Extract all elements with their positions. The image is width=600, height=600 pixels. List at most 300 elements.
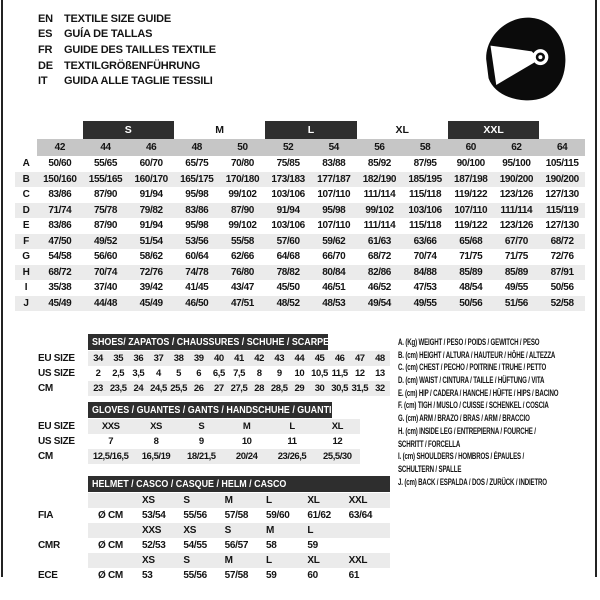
table-header-row [38,476,390,492]
measure-row-label: C [22,189,30,201]
size-value: XS [150,421,162,432]
helmet-value: 52/53 [142,540,166,551]
size-value: 27,5 [230,383,248,394]
helmet-value: 55/56 [183,570,207,581]
size-value: 7 [108,436,114,447]
standard-label: FIA [38,510,54,521]
legend-item-line: SCHULTERN / SPALLE [398,463,462,474]
measure-value: 54/58 [48,251,72,263]
size-value: 30,5 [331,383,348,394]
measure-value: 87/90 [93,220,117,232]
helmet-values [88,508,390,523]
measure-row [15,218,585,234]
measure-value: 91/94 [265,203,311,219]
helmet-value: 59 [307,540,318,551]
measure-value: 99/102 [357,203,403,219]
helmet-value: 59/60 [265,510,290,521]
measure-value: 59/62 [311,234,357,250]
row-label-spacer [38,523,88,538]
measure-value: 190/200 [539,172,585,188]
helmet-size-label: XXS [142,525,162,536]
size-value: 36 [133,353,144,364]
size-band-cell: XXL [448,121,539,139]
size-value: 25,5/30 [323,451,352,462]
measure-row-label: H [15,265,37,281]
size-value: 34 [93,353,103,364]
helmet-size-label: M [265,525,275,536]
legend-item-line: I. (cm) SHOULDERS / HOMBROS / ÉPAULES / [398,451,525,462]
size-number: 46 [128,139,174,156]
measure-value: 83/86 [174,203,220,219]
legend-item-line: SCHRITT / FORCELLA [398,438,461,449]
measure-value: 64/68 [276,251,300,263]
size-value: 16,5/19 [141,451,171,462]
measure-value: 87/95 [413,158,437,170]
language-title: GUÍA DE TALLAS [64,28,153,41]
size-value: 12,5/16,5 [92,451,129,462]
language-code: ES [38,28,53,41]
measure-value: 84/88 [402,265,448,281]
size-value: 3,5 [132,368,145,379]
measure-value: 50/56 [550,282,574,294]
size-value: 30 [314,383,325,394]
measure-value: 41/45 [185,282,209,294]
size-band-row [15,121,585,139]
measure-value: 71/75 [459,251,483,263]
measure-value: 173/183 [265,172,311,188]
measure-value: 95/98 [185,220,209,232]
row-label: EU SIZE [38,421,75,432]
size-value: 35 [113,353,124,364]
helmet-size-label: XL [307,495,320,506]
helmet-sizes [88,493,390,508]
size-value: 40 [214,353,224,364]
size-band-cell: L [265,121,356,139]
helmet-size-label: XS [183,525,197,536]
diameter-unit: Ø CM [98,510,123,521]
size-value: 46 [334,353,345,364]
row-label-spacer [38,493,88,508]
size-value: M [242,421,251,432]
measure-value: 58/62 [139,251,163,263]
helmet-value: 53/54 [142,510,166,521]
size-value: 7,5 [233,368,245,379]
size-value: 43 [274,353,285,364]
measure-value: 111/114 [494,203,540,219]
measure-value: 107/110 [317,220,351,232]
measure-value: 115/118 [408,189,442,201]
language-row [38,27,216,43]
measure-value: 103/106 [271,220,305,232]
measure-value: 57/60 [265,234,311,250]
measure-value: 45/49 [37,296,83,312]
language-code: DE [38,59,53,72]
helmet-size-label: XS [142,555,155,566]
measure-value: 56/60 [93,251,117,263]
diameter-unit: Ø CM [98,570,123,581]
helmet-value: 61 [348,570,360,581]
helmet-size-label: S [183,495,190,506]
size-number: 54 [311,139,357,156]
legend-item-line: E. (cm) HIP / CADERA / HANCHE / HÜFTE / HIPS / BACINO [398,387,559,398]
measure-row [15,203,585,219]
table-title-text: HELMET / CASCO / CASQUE / HELM / CASCO [92,478,287,490]
language-title: TEXTILE SIZE GUIDE [64,12,172,25]
helmet-value: 53 [142,570,153,581]
helmet-size-label: M [224,495,233,506]
row-label: US SIZE [38,436,75,447]
size-number: 48 [174,139,220,156]
measure-value: 55/58 [220,234,266,250]
legend-item-line: H. (cm) INSIDE LEG / ENTREPIERNA / FOURCHE / [398,425,536,436]
size-number-row [15,139,585,156]
measure-value: 35/38 [48,282,72,294]
size-value: 10,5 [311,368,328,379]
textile-size-table [15,121,585,311]
measure-row [15,234,585,250]
size-value: 6 [196,368,202,379]
measure-value: 79/82 [128,203,174,219]
size-band-cell: XL [395,124,409,136]
table-header-spacer [38,402,88,418]
measure-value: 95/98 [185,189,209,201]
helmet-value: 59 [265,570,277,581]
size-value: 47 [354,353,365,364]
helmet-sizes-row [38,553,390,568]
right-border-line [595,0,597,577]
legend-item-line: A. (Kg) WEIGHT / PESO / POIDS / GEWITCH / PESO [398,337,540,347]
helmet-size-label: XXL [348,555,368,566]
measure-value: 83/86 [48,220,72,232]
standard-label: ECE [38,570,58,581]
legend-item-line: F. (cm) TIGH / MUSLO / CUISSE / SCHENKEL / COSCIA [398,400,549,411]
size-value: 20/24 [235,451,258,462]
size-number: 42 [37,139,83,156]
size-number: 52 [265,139,311,156]
size-band-cell: M [215,124,224,136]
measure-value: 87/90 [93,189,117,201]
measure-row-label: A [22,158,30,170]
measure-value: 62/66 [230,251,254,263]
measure-value: 155/165 [83,172,129,188]
measure-value: 119/122 [454,189,488,201]
row-values [88,419,360,434]
size-value: 31,5 [351,383,369,394]
size-value: 23 [93,383,103,394]
measure-value: 76/80 [220,265,266,281]
racing-helmet-icon [478,12,574,108]
size-value: 11 [287,436,297,447]
helmet-size-table [38,476,390,583]
size-value: 32 [375,383,385,394]
helmet-size-label: L [265,555,272,566]
helmet-size-label: M [224,555,233,566]
measure-value: 46/51 [322,282,346,294]
measure-value: 83/86 [48,189,72,201]
measurement-legend [398,336,596,488]
size-number: 64 [539,139,585,156]
size-value: 23/26,5 [277,451,307,462]
table-title-text: SHOES/ ZAPATOS / CHAUSSURES / SCHUHE / SCARPE [92,336,330,348]
size-value: 41 [234,353,244,364]
helmet-sizes-row [38,523,390,538]
size-band-cell [15,121,37,139]
measure-value: 95/98 [311,203,357,219]
helmet-size-label: L [265,495,272,506]
size-value: L [289,421,295,432]
table-row [38,366,390,381]
measure-value: 47/51 [220,296,266,312]
size-value: 39 [193,353,204,364]
size-value: XL [331,421,343,432]
size-value: 2,5 [112,368,125,379]
size-value: 26 [193,383,204,394]
measure-value: 177/187 [311,172,357,188]
measure-row [15,265,585,281]
measure-value: 49/54 [357,296,403,312]
size-number: 50 [220,139,266,156]
size-value: 18/21,5 [187,451,216,462]
measure-value: 119/122 [454,220,488,232]
helmet-value: 58 [265,540,277,551]
size-number: 44 [83,139,129,156]
measure-value: 127/130 [545,189,579,201]
row-label: US SIZE [38,368,75,379]
row-label: EU SIZE [38,353,75,364]
measure-value: 107/110 [317,189,351,201]
measure-value: 103/106 [271,189,305,201]
table-header-row [38,334,390,350]
size-value: 12 [354,368,365,379]
language-row [38,73,216,89]
helmet-size-label: XXL [348,495,368,506]
measure-value: 50/60 [48,158,72,170]
table-title [88,402,332,418]
measure-value: 82/86 [357,265,403,281]
helmet-size-label: XL [307,555,320,566]
measure-value: 67/70 [494,234,540,250]
measure-value: 185/195 [402,172,448,188]
size-value: 5 [176,368,182,379]
measure-value: 46/52 [367,282,391,294]
measure-value: 70/80 [230,158,254,170]
row-values [88,449,360,464]
measure-value: 99/102 [228,220,257,232]
measure-value: 187/198 [448,172,494,188]
helmet-sizes-row [38,493,390,508]
measure-value: 60/64 [185,251,209,263]
size-value: 24,5 [150,383,167,394]
measure-value: 165/175 [174,172,220,188]
measure-value: 111/114 [363,189,396,201]
gloves-size-table [38,402,360,464]
helmet-sizes [88,523,390,538]
helmet-values-row [38,538,390,553]
measure-value: 91/94 [139,220,163,232]
measure-value: 44/48 [83,296,129,312]
row-values [88,366,390,381]
helmet-value: 57/58 [224,570,249,581]
measure-value: 47/50 [37,234,83,250]
measure-value: 72/76 [128,265,174,281]
table-row [38,351,390,366]
measure-value: 103/106 [402,203,448,219]
measure-value: 43/47 [230,282,254,294]
size-value: 25,5 [170,383,187,394]
size-value: 9 [276,368,282,379]
helmet-value: 57/58 [224,510,249,521]
table-row [38,449,360,464]
row-values [88,434,360,449]
size-value: 13 [375,368,385,379]
measure-value: 111/114 [363,220,396,232]
size-value: S [198,421,205,432]
size-value: 11,5 [331,368,348,379]
measure-value: 65/75 [185,158,209,170]
row-label: CM [38,451,53,462]
measure-value: 68/72 [539,234,585,250]
measure-value: 48/52 [265,296,311,312]
legend-item-line: J. (cm) BACK / ESPALDA / DOS / ZURÜCK / INDIETRO [398,476,547,487]
measure-value: 99/102 [228,189,257,201]
size-value: 12 [332,436,343,447]
measure-value: 160/170 [128,172,174,188]
measure-row-label: G [22,251,30,263]
helmet-value: 56/57 [224,540,249,551]
measure-value: 45/49 [128,296,174,312]
measure-value: 53/56 [174,234,220,250]
helmet-size-label: S [183,555,190,566]
measure-value: 127/130 [545,220,579,232]
language-title: GUIDE DES TAILLES TEXTILE [64,43,216,56]
measure-row-label: D [15,203,37,219]
helmet-size-label: XS [142,495,155,506]
size-value: 45 [314,353,325,364]
language-title: GUIDA ALLE TAGLIE TESSILI [64,75,213,88]
measure-value: 50/56 [448,296,494,312]
size-number: 56 [357,139,403,156]
size-value: 27 [214,383,224,394]
language-code: EN [38,12,53,25]
measure-value: 85/92 [367,158,391,170]
measure-value: 123/126 [499,189,534,201]
measure-value: 46/50 [174,296,220,312]
measure-value: 61/63 [357,234,403,250]
helmet-values [88,538,390,553]
table-header-spacer [38,476,88,492]
measure-value: 51/56 [494,296,540,312]
size-value: 48 [375,353,385,364]
size-value: 29 [294,383,305,394]
row-values [88,381,390,396]
measure-value: 123/126 [499,220,534,232]
legend-item-line: G. (cm) ARM / BRAZO / BRAS / ARM / BRACCIO [398,413,530,424]
measure-value: 48/53 [311,296,357,312]
measure-value: 60/70 [139,158,163,170]
size-value: 4 [156,368,161,379]
measure-value: 49/52 [83,234,129,250]
measure-row [15,249,585,265]
size-value: XXS [101,421,120,432]
measure-value: 74/78 [174,265,220,281]
table-title-text: GLOVES / GUANTES / GANTS / HANDSCHUHE / GUANTI [92,404,332,416]
helmet-values [88,568,390,583]
row-values [88,351,390,366]
measure-row-label: B [15,172,37,188]
size-band-cell [37,121,83,139]
helmet-values-row [38,568,390,583]
measure-value: 37/40 [93,282,117,294]
size-value: 24 [133,383,144,394]
left-border-line [1,0,3,577]
table-header-spacer [38,334,88,350]
language-row [38,42,216,58]
table-row [38,434,360,449]
measure-value: 190/200 [494,172,540,188]
size-value: 42 [254,353,264,364]
measure-value: 47/53 [413,282,437,294]
size-value: 8 [256,368,262,379]
shoes-size-table [38,334,390,396]
row-label: CM [38,383,53,394]
measure-value: 75/78 [83,203,129,219]
language-title: TEXTILGRÖßENFÜHRUNG [64,59,201,72]
measure-value: 71/74 [37,203,83,219]
measure-row [15,280,585,296]
measure-value: 78/82 [265,265,311,281]
size-value: 38 [173,353,184,364]
size-value: 8 [153,436,159,447]
measure-value: 70/74 [83,265,129,281]
size-band-cell [539,121,585,139]
measure-value: 87/91 [539,265,585,281]
measure-value: 70/74 [413,251,437,263]
helmet-values-row [38,508,390,523]
helmet-value: 63/64 [348,510,373,521]
measure-value: 105/115 [545,158,579,170]
measure-row-label: J [15,296,37,312]
measure-value: 90/100 [456,158,485,170]
measure-value: 182/190 [357,172,403,188]
helmet-value: 60 [307,570,318,581]
row-label-spacer [38,553,88,568]
measure-value: 80/84 [311,265,357,281]
measure-row [15,187,585,203]
size-number: 58 [402,139,448,156]
table-row [38,419,360,434]
size-value: 37 [153,353,164,364]
legend-item-line: C. (cm) CHEST / PECHO / POITRINE / TRUHE / PETTO [398,362,547,373]
measure-value: 91/94 [139,189,163,201]
helmet-value: 61/62 [307,510,331,521]
size-value: 28 [254,383,264,394]
diameter-unit: Ø CM [98,540,123,551]
measure-value: 87/90 [220,203,266,219]
measure-row [15,296,585,312]
measure-value: 85/89 [448,265,494,281]
measure-value: 115/118 [408,220,442,232]
measure-row-label: E [22,220,30,232]
measure-value: 52/58 [539,296,585,312]
measure-value: 83/88 [322,158,346,170]
language-code: FR [38,43,53,56]
helmet-value: 55/56 [183,510,207,521]
measure-value: 68/72 [367,251,391,263]
table-title [88,334,328,350]
size-value: 9 [198,436,204,447]
table-header-row [38,402,360,418]
legend-item-line: B. (cm) HEIGHT / ALTURA / HAUTEUR / HÖHE / ALTEZZA [398,349,556,360]
